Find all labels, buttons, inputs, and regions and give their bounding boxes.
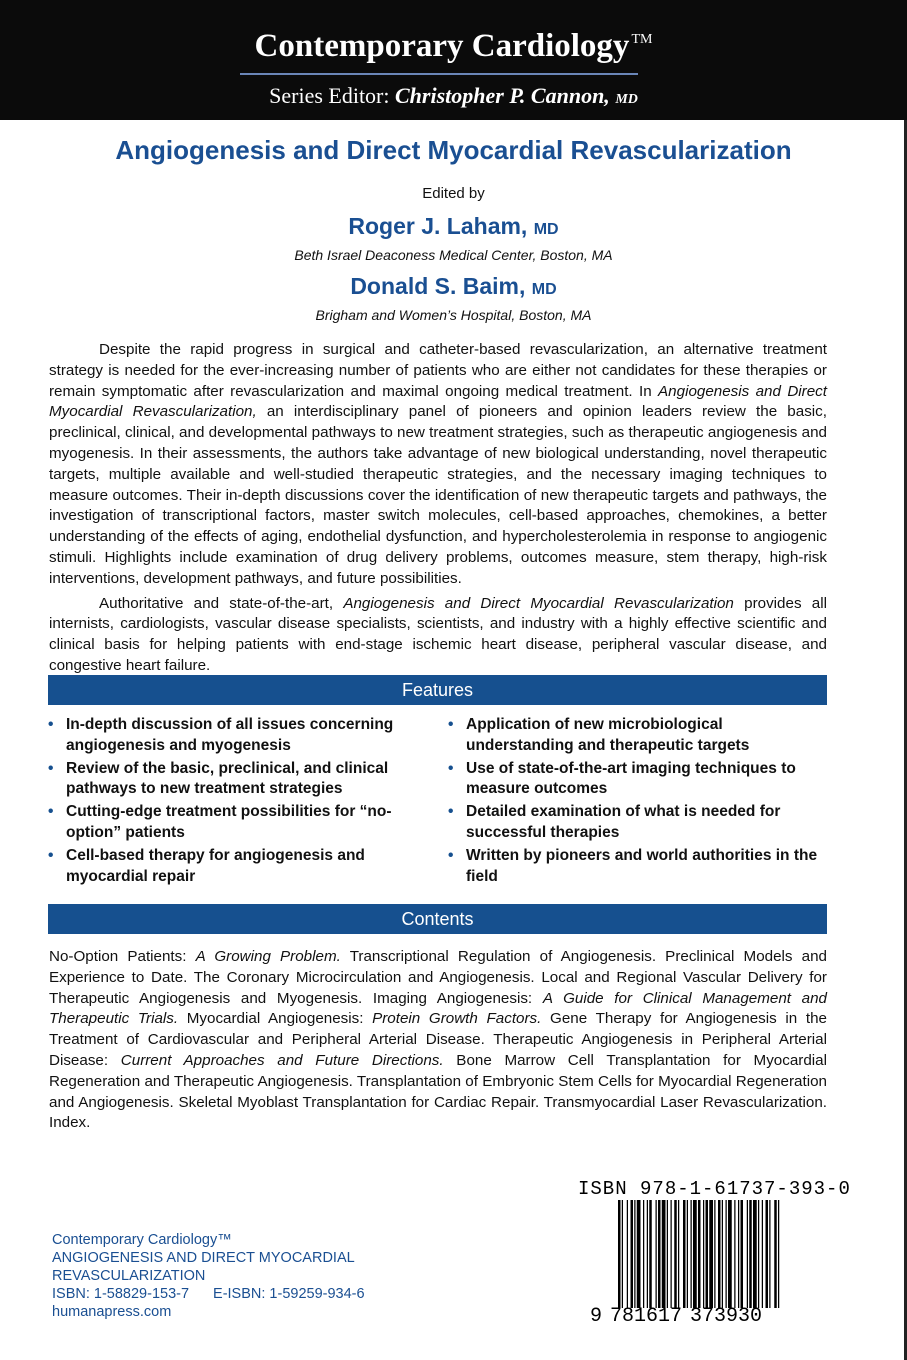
barcode-bar <box>718 1200 721 1308</box>
header-divider <box>240 73 638 75</box>
bullet-icon: • <box>48 803 54 821</box>
feature-item: • Use of state-of-the-art imaging techniques to measure outcomes <box>448 759 796 798</box>
features-list-right <box>448 715 823 889</box>
bullet-icon: • <box>448 803 454 821</box>
bullet-icon: • <box>48 716 54 733</box>
barcode-bar <box>662 1200 666 1308</box>
trademark-mark: TM <box>631 32 653 47</box>
barcode-bar <box>691 1200 692 1308</box>
imprint-series: Contemporary Cardiology™ <box>52 1232 232 1248</box>
edited-by-label: Edited by <box>422 185 485 202</box>
feature-item: • Cell-based therapy for angiogenesis and myocardial repair <box>48 846 365 885</box>
barcode-bar <box>774 1200 777 1308</box>
imprint-website: humanapress.com <box>52 1304 172 1320</box>
barcode-bar <box>678 1200 679 1308</box>
contents-heading: Contents <box>48 904 827 934</box>
imprint-isbns: ISBN: 1-58829-153-7 E-ISBN: 1-59259-934-6 <box>52 1286 365 1302</box>
barcode-bar <box>703 1200 704 1308</box>
contents-list: No-Option Patients: A Growing Problem. Transcriptional Regulation of Angiogenesis. Preclinical Models and Experience to Date. The Coronary Microcirculation and Angiogenesis. Local and Regional Vascular Delivery for Therapeutic Angiogenesis and Myogenesis. Imaging Angiogenesis: A Guide for Clinical Management and Therapeutic Trials. Myocardial Angiogenesis: Protein Growth Factors. Gene Therapy for Angiogenesis in the Treatment of Cardiovascular and Peripheral Arterial Disease. Therapeutic Angiogenesis in Peripheral Arterial Disease: Current Approaches and Future Directions. Bone Marrow Cell Transplantation for Myocardial Regeneration and Therapeutic Angiogenesis. Transplantation of Embryonic Stem Cells for Myocardial Regeneration and Angiogenesis. Skeletal Myoblast Transplantation for Cardiac Repair. Transmyocardial Laser Revascularization. Index. <box>49 948 827 1132</box>
barcode-bar <box>627 1200 628 1308</box>
feature-item: • Cutting-edge treatment possibilities for “no-option” patients <box>48 803 392 841</box>
barcode-bar <box>658 1200 661 1308</box>
feature-item: • Review of the basic, preclinical, and clinical pathways to new treatment strategies <box>48 759 389 798</box>
editor-2-name: Donald S. Baim, MD <box>350 273 557 299</box>
barcode-bar <box>722 1200 723 1308</box>
editor-1-name: Roger J. Laham, MD <box>348 213 559 239</box>
series-title: Contemporary Cardiology ™ <box>254 28 653 64</box>
bullet-icon: • <box>48 759 54 777</box>
barcode-bar <box>634 1200 635 1308</box>
publisher-imprint <box>52 1231 365 1321</box>
barcode-bar <box>693 1200 697 1308</box>
barcode-digits: 9 781617 373930 <box>590 1305 763 1328</box>
barcode-bar <box>769 1200 770 1308</box>
series-editor-name: Christopher P. Cannon, <box>395 83 610 108</box>
barcode-bar <box>747 1200 748 1308</box>
barcode-bar <box>687 1200 688 1308</box>
bullet-icon: • <box>448 716 454 733</box>
editor-1-affiliation: Beth Israel Deaconess Medical Center, Boston, MA <box>294 247 613 263</box>
features-list-left <box>48 715 423 889</box>
barcode-bar <box>734 1200 735 1308</box>
barcode-bar <box>637 1200 641 1308</box>
barcode-bar <box>656 1200 657 1308</box>
barcode-bar <box>728 1200 732 1308</box>
barcode-bar <box>631 1200 634 1308</box>
barcode-bar <box>741 1200 744 1308</box>
barcode-isbn-label: ISBN 978-1-61737-393-0 <box>578 1178 851 1200</box>
barcode-bar <box>714 1200 715 1308</box>
barcode-bar <box>749 1200 752 1308</box>
bullet-icon: • <box>48 846 54 864</box>
barcode <box>618 1200 826 1308</box>
imprint-title-line-1: ANGIOGENESIS AND DIRECT MYOCARDIAL <box>52 1250 355 1266</box>
barcode-bar <box>738 1200 739 1308</box>
barcode-bar <box>667 1200 668 1308</box>
barcode-bar <box>622 1200 623 1308</box>
barcode-bar <box>649 1200 652 1308</box>
barcode-bar <box>706 1200 709 1308</box>
feature-item: • Written by pioneers and world authorities in the field <box>448 846 818 885</box>
barcode-bar <box>753 1200 757 1308</box>
barcode-bar <box>709 1200 713 1308</box>
bullet-icon: • <box>448 846 454 864</box>
barcode-bar <box>758 1200 759 1308</box>
description-paragraph-1: Despite the rapid progress in surgical and catheter-based revascularization, an alternative treatment strategy is needed for the ever-increasing number of patients who are either not candidates for these therapies or remain symptomatic after revascularization and maximal ongoing medical treatment. In Angiogenesis and Direct Myocardial Revascularization, an interdisciplinary panel of pioneers and opinion leaders review the basic, preclinical, clinical, and developmental pathways to new treatment strategies, such as therapeutic angiogenesis and myogenesis. In their assessments, the authors take advantage of new biological understanding, novel therapeutic targets, multiple available and well-studied therapeutic strategies, and the necessary imaging techniques to measure outcomes. Their in-depth discussions cover the identification of new therapeutic targets and pathways, the investigation of transcriptional factors, master switch molecules, cell-based approaches, chemokines, a better understanding of the effects of aging, endothelial dysfunction, and hypercholesterolemia in response to angiogenic stimuli. Highlights include examination of drug delivery problems, outcomes measure, stem therapy, high-risk interventions, development pathways, and future possibilities. <box>49 341 827 587</box>
book-title: Angiogenesis and Direct Myocardial Revascularization <box>115 135 792 165</box>
barcode-bar <box>726 1200 727 1308</box>
feature-item: • Application of new microbiological understanding and therapeutic targets <box>448 716 750 754</box>
editor-2-affiliation: Brigham and Women’s Hospital, Boston, MA <box>315 307 592 323</box>
barcode-bar <box>643 1200 644 1308</box>
feature-item: • Detailed examination of what is needed for successful therapies <box>448 803 781 841</box>
barcode-bar <box>778 1200 779 1308</box>
barcode-bar <box>766 1200 769 1308</box>
description <box>49 340 827 677</box>
feature-item: • In-depth discussion of all issues concerning angiogenesis and myogenesis <box>48 716 394 754</box>
bullet-icon: • <box>448 759 454 777</box>
series-header <box>0 0 907 120</box>
barcode-bar <box>698 1200 701 1308</box>
description-paragraph-2: Authoritative and state-of-the-art, Angiogenesis and Direct Myocardial Revascularization provides all internists, cardiologists, vascular disease specialists, scientists, and industry with a highly effective scientific and clinical basis for helping patients with end-stage ischemic heart disease, peripheral vascular disease, and congestive heart failure. <box>49 594 827 674</box>
features-heading: Features <box>48 675 827 705</box>
barcode-bar <box>762 1200 763 1308</box>
series-editor: Series Editor: Christopher P. Cannon, MD <box>269 83 638 108</box>
barcode-bar <box>674 1200 677 1308</box>
barcode-bar <box>671 1200 672 1308</box>
barcode-bar <box>647 1200 648 1308</box>
barcode-bar <box>618 1200 621 1308</box>
barcode-bar <box>683 1200 686 1308</box>
imprint-title-line-2: REVASCULARIZATION <box>52 1268 206 1284</box>
